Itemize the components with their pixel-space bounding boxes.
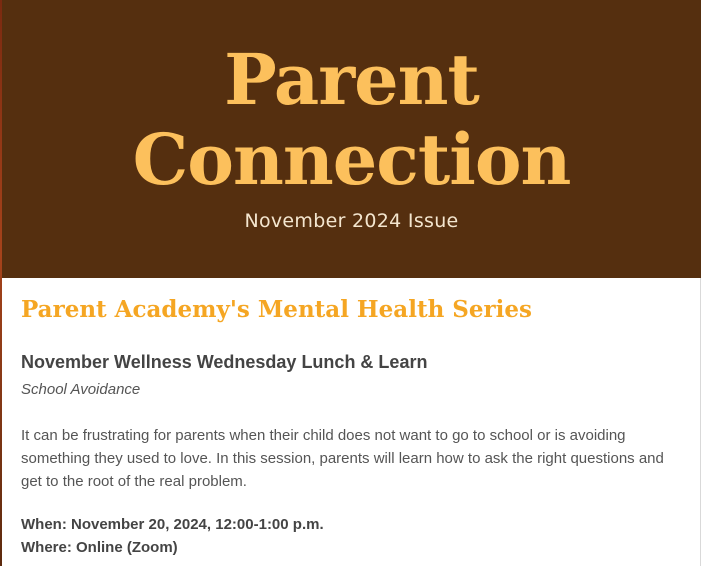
newsletter-masthead xyxy=(2,0,701,278)
issue-date: November 2024 Issue xyxy=(244,210,459,232)
event-when: When: November 20, 2024, 12:00-1:00 p.m. xyxy=(21,516,324,533)
event-title: November Wellness Wednesday Lunch & Learn xyxy=(21,352,428,372)
event-description: It can be frustrating for parents when their child does not want to go to school or is avoiding something they used to love. In this session, parents will learn how to ask the right questions and get to the root of the real problem. xyxy=(21,427,664,490)
newsletter-title-line-1: Parent xyxy=(224,38,479,121)
event-where: Where: Online (Zoom) xyxy=(21,539,178,556)
newsletter-title xyxy=(2,40,701,200)
section-heading: Parent Academy's Mental Health Series xyxy=(21,296,532,323)
event-subtitle: School Avoidance xyxy=(21,381,141,398)
newsletter-title-line-2: Connection xyxy=(132,118,571,201)
newsletter-content xyxy=(21,290,681,559)
